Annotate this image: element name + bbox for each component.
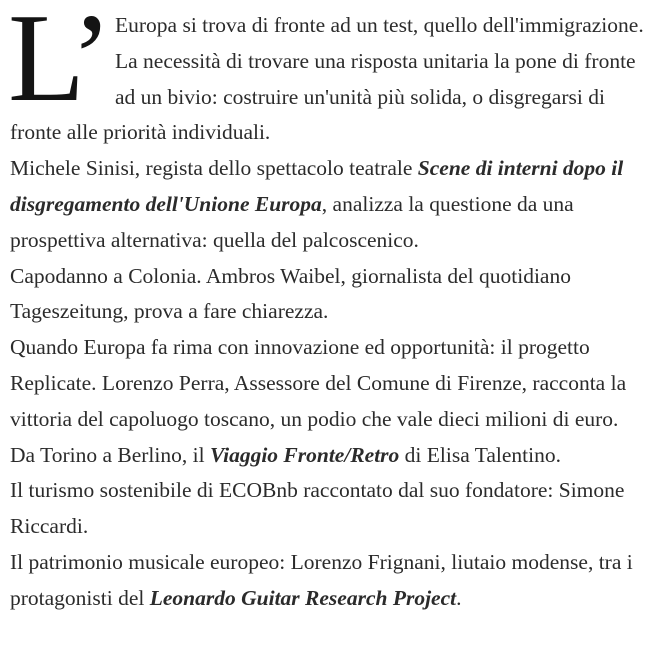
emphasized-title-text: Leonardo Guitar Research Project: [149, 585, 457, 610]
text-segment: Capodanno a Colonia. Ambros Waibel, giornalista del quotidiano: [10, 263, 571, 288]
text-line: [10, 402, 664, 438]
text-segment: vittoria del capoluogo toscano, un podio che vale dieci milioni di euro.: [10, 406, 619, 431]
text-segment: protagonisti del: [10, 585, 150, 610]
emphasized-title-text: Scene di interni dopo il: [417, 156, 624, 181]
text-line: [10, 366, 664, 402]
text-segment: Tageszeitung, prova a fare chiarezza.: [10, 299, 329, 324]
text-line: [10, 545, 664, 581]
text-line: [10, 473, 664, 509]
text-segment: Europa si trova di fronte ad un test, quello dell'immigrazione.: [115, 13, 644, 37]
paragraph: [10, 330, 664, 437]
paragraph: [10, 438, 664, 474]
text-segment: prospettiva alternativa: quella del palcoscenico.: [10, 227, 419, 252]
text-line: [10, 151, 664, 187]
text-segment: Da Torino a Berlino, il: [10, 442, 210, 467]
paragraph: [10, 545, 664, 617]
drop-cap: L’: [8, 0, 110, 128]
text-line: [10, 581, 664, 617]
emphasized-title-text: Viaggio Fronte/Retro: [209, 442, 400, 467]
text-segment: fronte alle priorità individuali.: [10, 120, 271, 145]
text-segment: ad un bivio: costruire un'unità più solida, o disgregarsi di: [115, 84, 605, 109]
paragraph: [10, 473, 664, 545]
text-segment: Quando Europa fa rima con innovazione ed opportunità: il progetto: [10, 335, 590, 360]
text-segment: Il patrimonio musicale europeo: Lorenzo Frignani, liutaio modense, tra i: [10, 549, 633, 574]
text-segment: Riccardi.: [10, 514, 89, 539]
text-line: [10, 223, 664, 259]
text-line: [10, 330, 664, 366]
paragraph: [10, 259, 664, 331]
text-segment: Replicate. Lorenzo Perra, Assessore del Comune di Firenze, racconta la: [10, 370, 627, 395]
paragraph: [10, 151, 664, 258]
text-segment: di Elisa Talentino.: [399, 442, 562, 467]
text-line: [115, 8, 664, 44]
text-line: [10, 187, 664, 223]
text-line: [10, 438, 664, 474]
text-segment: .: [456, 585, 462, 610]
emphasized-title-text: disgregamento dell'Unione Europa: [10, 191, 322, 216]
text-line: [115, 80, 664, 116]
text-segment: , analizza la questione da una: [321, 191, 574, 216]
text-line: [115, 44, 664, 80]
text-line: [10, 259, 664, 295]
text-segment: Michele Sinisi, regista dello spettacolo teatrale: [10, 156, 418, 181]
text-line: [10, 294, 664, 330]
text-segment: Il turismo sostenibile di ECOBnb raccontato dal suo fondatore: Simone: [10, 478, 625, 503]
text-line: [10, 509, 664, 545]
text-segment: La necessità di trovare una risposta unitaria la pone di fronte: [115, 48, 636, 73]
